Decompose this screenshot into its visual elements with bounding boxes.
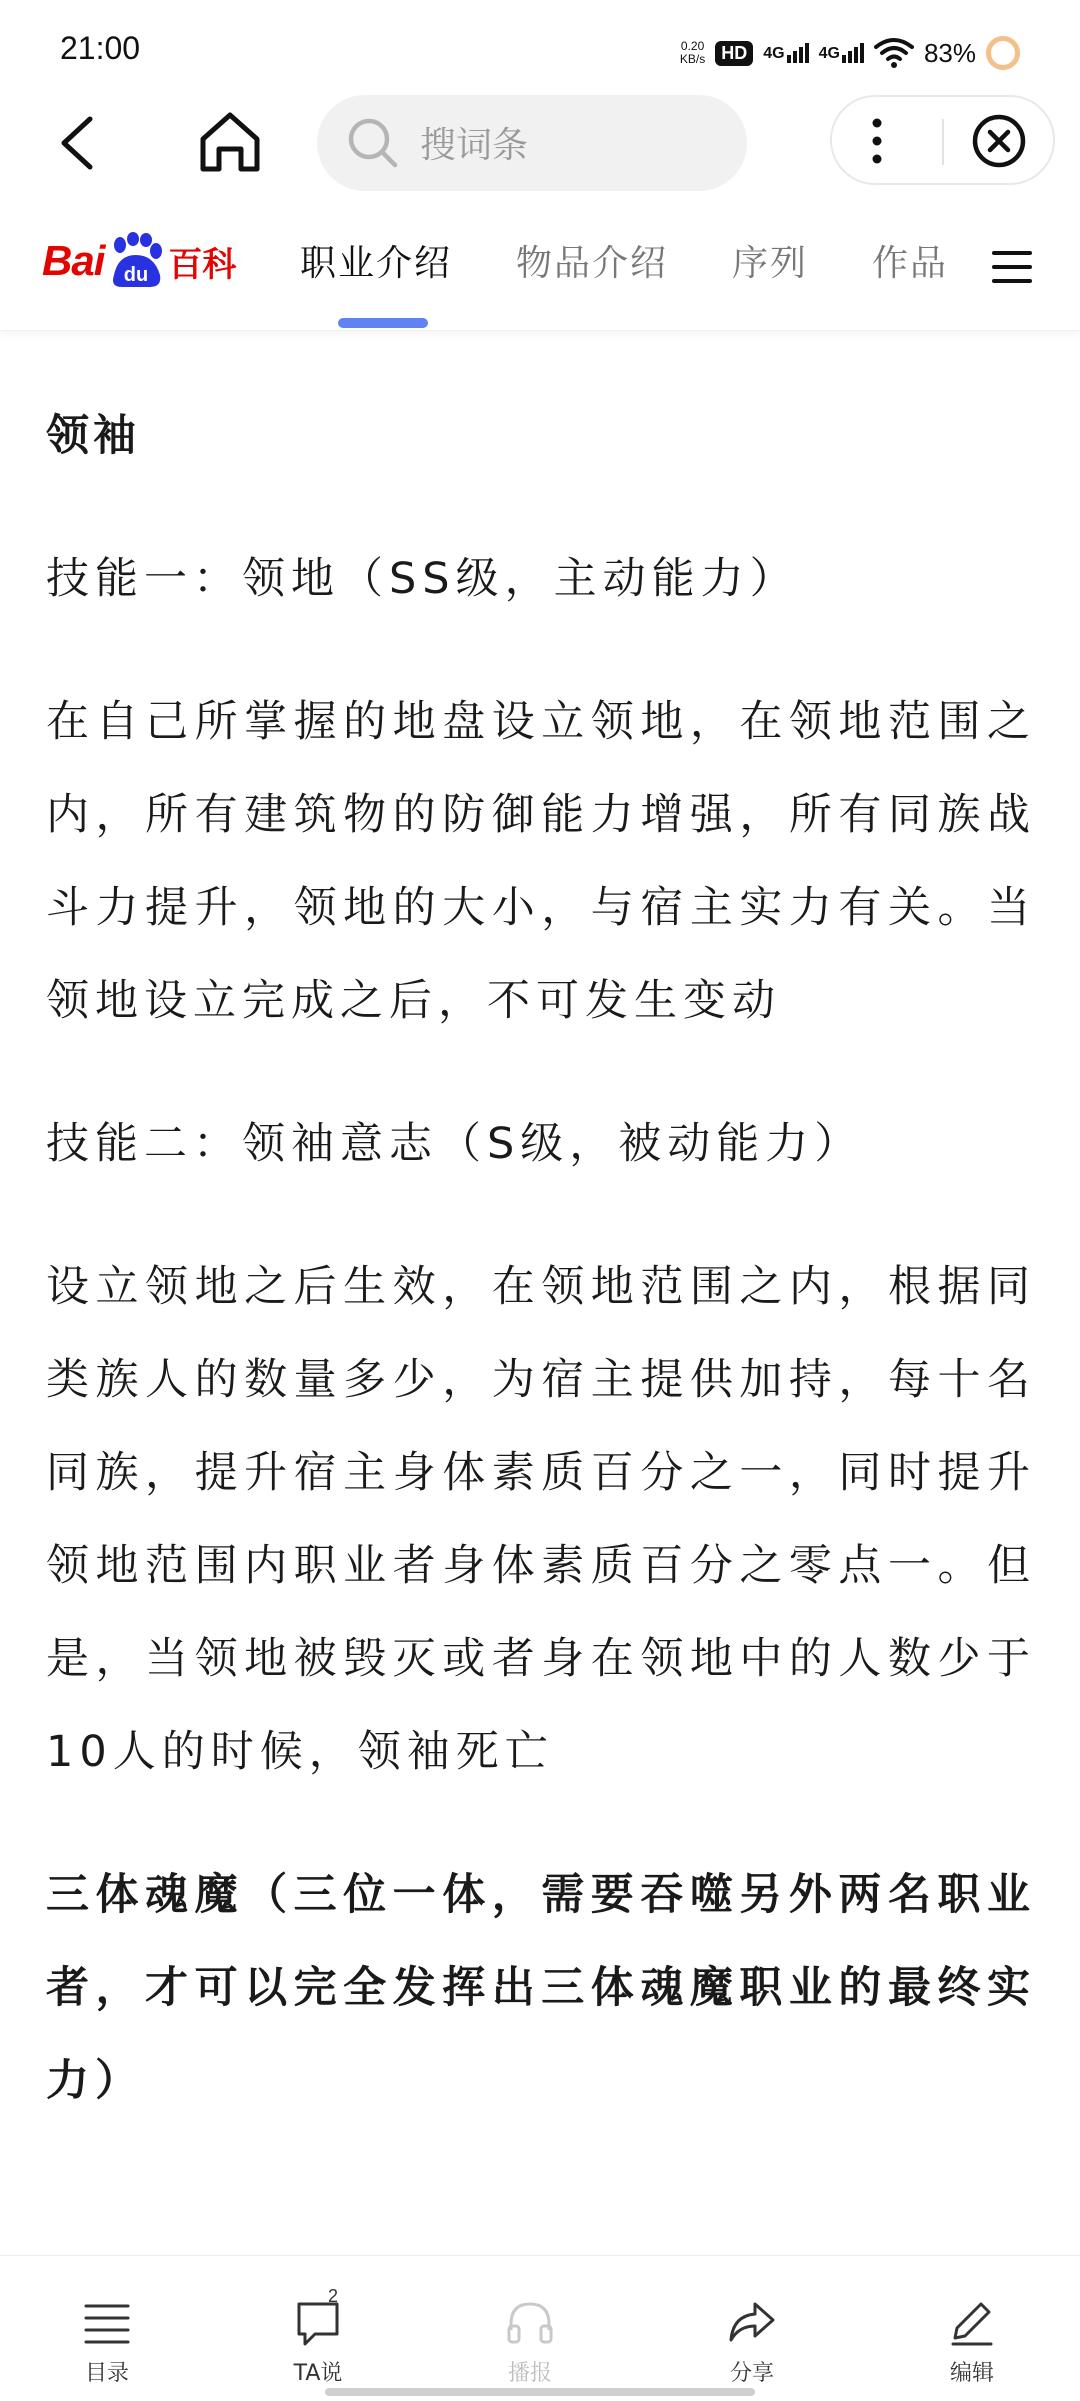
list-icon	[80, 2296, 134, 2350]
ta-say-label: TA说	[293, 2361, 343, 2386]
search-placeholder: 搜词条	[420, 125, 529, 166]
skill-2-title: 技能二：领袖意志（S级，被动能力）	[46, 1119, 864, 1169]
share-icon	[725, 2296, 779, 2350]
network-speed-value: 0.20	[680, 39, 705, 53]
mini-program-capsule	[830, 95, 1055, 185]
home-icon[interactable]	[195, 107, 265, 177]
signal-1-label: 4G	[763, 45, 785, 62]
battery-percent: 83%	[923, 37, 976, 68]
signal-2-label: 4G	[818, 45, 840, 62]
logo-du-text: du	[124, 264, 149, 286]
section-tabbar	[0, 215, 1080, 331]
status-bar	[0, 0, 1080, 100]
capsule-divider	[942, 119, 944, 165]
tab-list	[300, 235, 960, 295]
article-content	[46, 390, 1036, 2178]
active-tab-indicator	[338, 318, 428, 328]
ta-say-button[interactable]	[258, 2286, 378, 2387]
comment-count-badge: 2	[328, 2286, 339, 2306]
search-icon	[345, 115, 401, 171]
status-icons	[680, 28, 1080, 78]
skill-2-description: 设立领地之后生效，在领地范围之内，根据同类族人的数量多少，为宿主提供加持，每十名同族，提升宿主身体素质百分之一，同时提升领地范围内职业者身体素质百分之零点一。但是，当领地被毁灭或者身在领地中的人数少于10人的时候，领袖死亡	[46, 1262, 1036, 1777]
edit-icon	[945, 2296, 999, 2350]
bottom-toolbar	[0, 2255, 1080, 2401]
logo-bai-text: Bai	[42, 237, 105, 284]
status-time: 21:00	[60, 30, 141, 66]
back-icon[interactable]	[50, 113, 110, 173]
skill-1-description: 在自己所掌握的地盘设立领地，在领地范围之内，所有建筑物的防御能力增强，所有同族战斗力提升，领地的大小，与宿主实力有关。当领地设立完成之后，不可发生变动	[46, 697, 1036, 1026]
logo-baike-text: 百科	[168, 244, 237, 285]
top-nav	[0, 95, 1080, 195]
paw-icon	[106, 231, 166, 291]
tab-career-intro[interactable]: 职业介绍	[300, 243, 453, 284]
close-icon[interactable]	[967, 109, 1031, 173]
headphones-icon	[503, 2296, 557, 2350]
next-section-heading: 三体魂魔（三位一体，需要吞噬另外两名职业者，才可以完全发挥出三体魂魔职业的最终实力）	[46, 1870, 1036, 2106]
edit-label: 编辑	[949, 2361, 994, 2386]
share-label: 分享	[729, 2361, 774, 2386]
section-heading: 领袖	[46, 411, 140, 461]
search-input[interactable]	[317, 95, 747, 191]
network-speed	[680, 40, 705, 66]
signal-1-icon	[763, 43, 808, 63]
baidu-baike-logo[interactable]	[42, 231, 236, 291]
share-button[interactable]	[692, 2296, 812, 2387]
menu-icon[interactable]	[990, 245, 1034, 289]
broadcast-label: 播报	[507, 2361, 552, 2386]
more-icon[interactable]	[847, 111, 907, 171]
battery-icon	[986, 36, 1020, 70]
tab-works[interactable]: 作品	[872, 243, 949, 284]
tab-item-intro[interactable]: 物品介绍	[516, 243, 669, 284]
broadcast-button[interactable]	[470, 2296, 590, 2387]
signal-2-icon	[819, 43, 864, 63]
hd-voice-icon: HD	[715, 41, 753, 66]
tab-sequence[interactable]: 序列	[732, 243, 809, 284]
network-speed-unit: KB/s	[679, 52, 706, 66]
edit-button[interactable]	[912, 2296, 1032, 2387]
toc-button[interactable]	[47, 2296, 167, 2387]
home-indicator[interactable]	[325, 2388, 755, 2396]
wifi-icon	[874, 37, 914, 69]
toc-label: 目录	[84, 2361, 129, 2386]
skill-1-title: 技能一：领地（SS级，主动能力）	[46, 554, 799, 604]
